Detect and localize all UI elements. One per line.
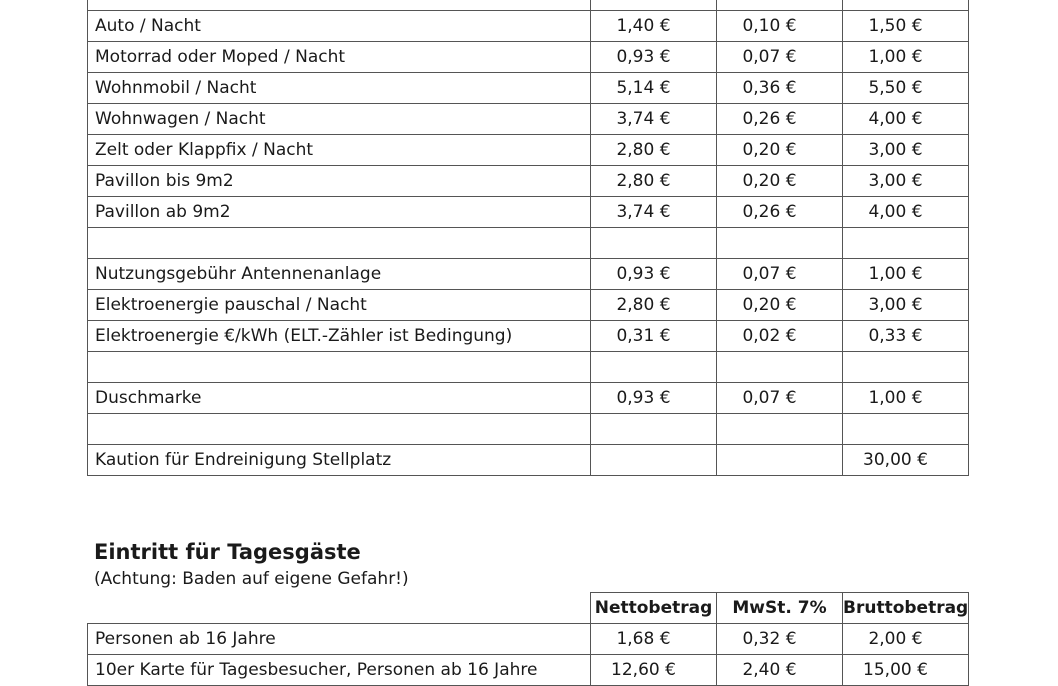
- net-amount: [591, 414, 717, 445]
- vat-amount: 0,26 €: [717, 197, 843, 228]
- net-amount: 3,74 €: [591, 197, 717, 228]
- gross-amount: 3,00 €: [843, 290, 969, 321]
- table-row: [88, 414, 969, 445]
- table-row: [88, 42, 969, 73]
- row-label: Nutzungsgebühr Antennenanlage: [88, 259, 591, 290]
- gross-amount: [843, 352, 969, 383]
- header-gross: Bruttobetrag: [843, 593, 969, 624]
- vat-amount: 0,20 €: [717, 135, 843, 166]
- vat-amount: [717, 414, 843, 445]
- vat-amount: 2,40 €: [717, 655, 843, 686]
- vat-amount: 0,20 €: [717, 166, 843, 197]
- gross-amount: 1,00 €: [843, 383, 969, 414]
- table-row: [88, 259, 969, 290]
- table-row: [88, 0, 969, 11]
- table-row: [88, 166, 969, 197]
- net-amount: [591, 0, 717, 11]
- net-amount: 1,68 €: [591, 624, 717, 655]
- row-label: Elektroenergie €/kWh (ELT.-Zähler ist Bedingung): [88, 321, 591, 352]
- gross-amount: 15,00 €: [843, 655, 969, 686]
- gross-amount: [843, 228, 969, 259]
- day-guest-fees-table: [87, 592, 969, 686]
- table-row: [88, 73, 969, 104]
- vat-amount: [717, 445, 843, 476]
- row-label: Elektroenergie pauschal / Nacht: [88, 290, 591, 321]
- net-amount: 1,40 €: [591, 11, 717, 42]
- gross-amount: 2,00 €: [843, 624, 969, 655]
- table-row: [88, 624, 969, 655]
- table-row: [88, 445, 969, 476]
- table-row: [88, 321, 969, 352]
- net-amount: 0,93 €: [591, 42, 717, 73]
- table-row: [88, 352, 969, 383]
- net-amount: 12,60 €: [591, 655, 717, 686]
- header-net: Nettobetrag: [591, 593, 717, 624]
- row-label: Pavillon ab 9m2: [88, 197, 591, 228]
- table-row: [88, 228, 969, 259]
- net-amount: 0,93 €: [591, 383, 717, 414]
- row-label: Personen ab 16 Jahre: [88, 624, 591, 655]
- net-amount: [591, 352, 717, 383]
- row-label: [88, 352, 591, 383]
- gross-amount: [843, 0, 969, 11]
- row-label: 10er Karte für Tagesbesucher, Personen ab 16 Jahre: [88, 655, 591, 686]
- row-label: [88, 228, 591, 259]
- camping-fees-table: [87, 0, 969, 476]
- vat-amount: [717, 352, 843, 383]
- net-amount: [591, 228, 717, 259]
- vat-amount: 0,20 €: [717, 290, 843, 321]
- row-label: [88, 414, 591, 445]
- table-row: [88, 197, 969, 228]
- row-label: Pavillon bis 9m2: [88, 166, 591, 197]
- table-row: [88, 104, 969, 135]
- table-row: [88, 135, 969, 166]
- table-row: [88, 11, 969, 42]
- table-row: [88, 383, 969, 414]
- vat-amount: [717, 228, 843, 259]
- table-row: [88, 655, 969, 686]
- net-amount: 2,80 €: [591, 166, 717, 197]
- section-title: Eintritt für Tagesgäste: [94, 540, 361, 564]
- row-label: Duschmarke: [88, 383, 591, 414]
- gross-amount: 5,50 €: [843, 73, 969, 104]
- gross-amount: 1,50 €: [843, 11, 969, 42]
- gross-amount: 0,33 €: [843, 321, 969, 352]
- row-label: [88, 0, 591, 11]
- net-amount: 2,80 €: [591, 135, 717, 166]
- net-amount: 5,14 €: [591, 73, 717, 104]
- gross-amount: 3,00 €: [843, 166, 969, 197]
- vat-amount: 0,10 €: [717, 11, 843, 42]
- row-label: Wohnmobil / Nacht: [88, 73, 591, 104]
- vat-amount: 0,07 €: [717, 383, 843, 414]
- vat-amount: [717, 0, 843, 11]
- table-row: [88, 290, 969, 321]
- net-amount: 0,31 €: [591, 321, 717, 352]
- gross-amount: 3,00 €: [843, 135, 969, 166]
- gross-amount: 4,00 €: [843, 197, 969, 228]
- net-amount: 3,74 €: [591, 104, 717, 135]
- gross-amount: 30,00 €: [843, 445, 969, 476]
- header-row: [88, 593, 969, 624]
- row-label: Wohnwagen / Nacht: [88, 104, 591, 135]
- gross-amount: 1,00 €: [843, 259, 969, 290]
- header-blank-cell: [88, 593, 591, 624]
- net-amount: 2,80 €: [591, 290, 717, 321]
- row-label: Auto / Nacht: [88, 11, 591, 42]
- row-label: Zelt oder Klappfix / Nacht: [88, 135, 591, 166]
- row-label: Motorrad oder Moped / Nacht: [88, 42, 591, 73]
- gross-amount: 4,00 €: [843, 104, 969, 135]
- vat-amount: 0,26 €: [717, 104, 843, 135]
- vat-amount: 0,32 €: [717, 624, 843, 655]
- net-amount: [591, 445, 717, 476]
- net-amount: 0,93 €: [591, 259, 717, 290]
- vat-amount: 0,36 €: [717, 73, 843, 104]
- vat-amount: 0,02 €: [717, 321, 843, 352]
- gross-amount: [843, 414, 969, 445]
- row-label: Kaution für Endreinigung Stellplatz: [88, 445, 591, 476]
- header-vat: MwSt. 7%: [717, 593, 843, 624]
- section-subtitle: (Achtung: Baden auf eigene Gefahr!): [94, 569, 409, 589]
- vat-amount: 0,07 €: [717, 42, 843, 73]
- gross-amount: 1,00 €: [843, 42, 969, 73]
- vat-amount: 0,07 €: [717, 259, 843, 290]
